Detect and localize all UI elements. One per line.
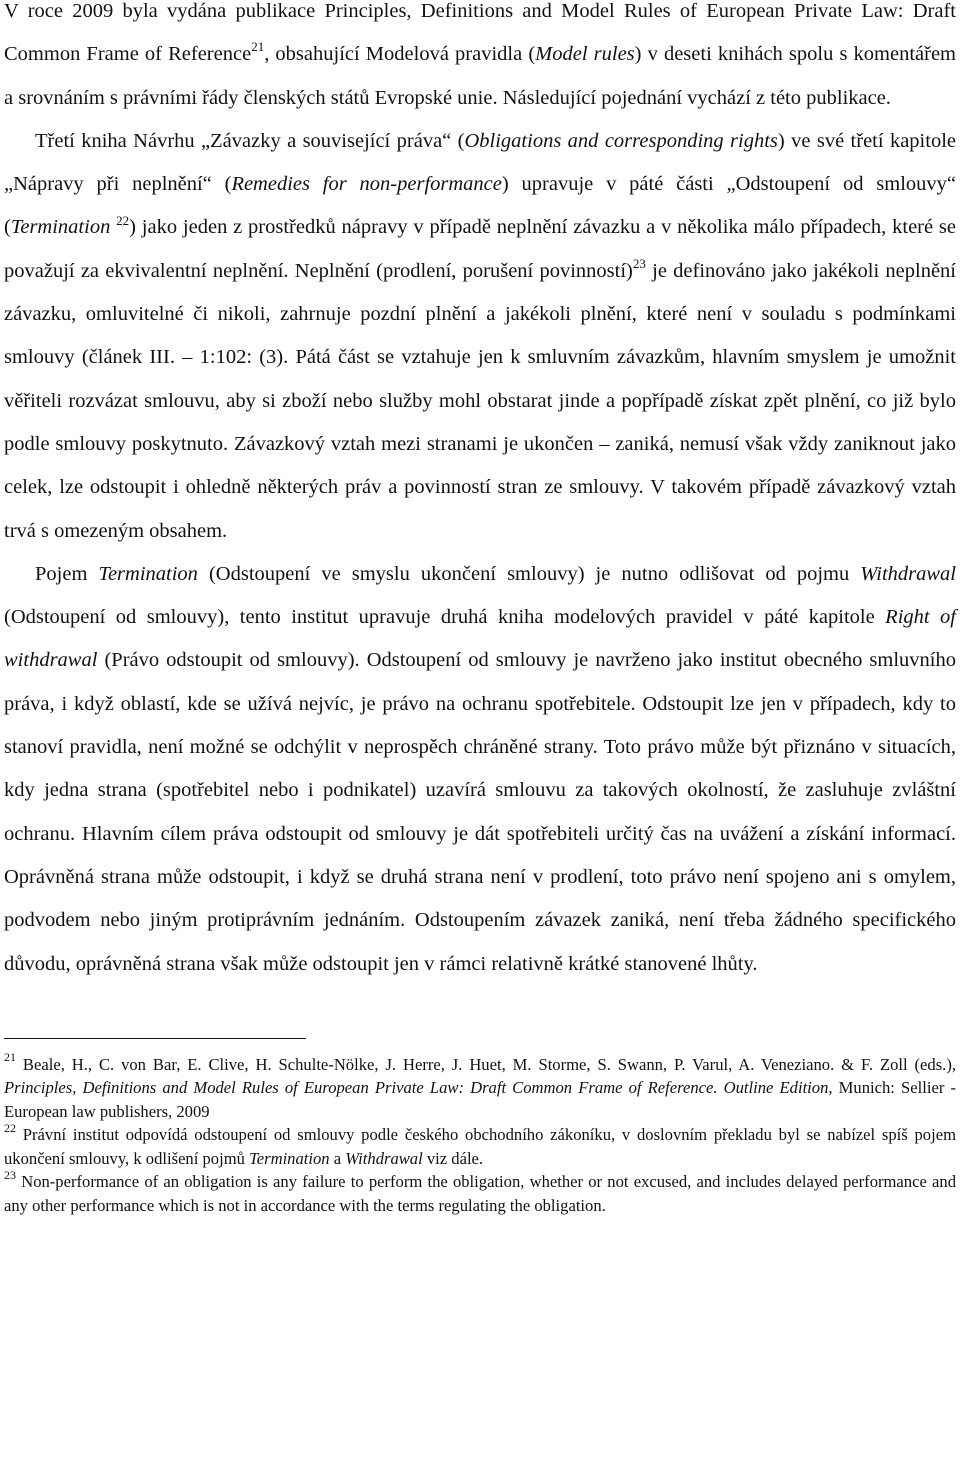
italic-term: Remedies for non-performance [231,173,502,196]
text-run: ) ve své třetí kapitole „Nápravy při neplnění“ ( [4,129,956,196]
footnote-number: 21 [4,1050,16,1065]
body-text [4,0,956,986]
footnote-separator [4,1038,306,1039]
italic-term: Obligations and corresponding rights [464,129,778,152]
footnote-23 [4,1167,956,1217]
paragraph-3 [4,553,956,986]
text-run: (Právo odstoupit od smlouvy). Odstoupení od smlouvy je navrženo jako institut obecného smluvního práva, i když oblastí, kde se užívá nejvíc, je právo na ochranu spotřebitele. Odstoupit lze jen v případech, kdy to stanoví pravidla, není možné se odchýlit v neprospěch chráněné strany. Toto právo může být přiznáno v situacích, kdy jedna strana (spotřebitel nebo i podnikatel) uzavírá smlouvu za takových okolností, že zasluhuje zvláštní ochranu. Hlavním cílem práva odstoupit od smlouvy je dát spotřebiteli určitý čas na uvážení a získání informací. Oprávněná strana může odstoupit, i když se druhá strana není v prodlení, toto právo není spojeno ani s omylem, podvodem nebo jiným protiprávním jednáním. Odstoupením závazek zaniká, není třeba žádného specifického důvodu, oprávněná strana však může odstoupit jen v rámci relativně krátké stanovené lhůty. [4,649,956,975]
footnote-ref-21[interactable]: 21 [251,39,265,55]
text-run: ) upravuje v páté části „Odstoupení od smlouvy“ ( [4,173,956,239]
text-run: je definováno jako jakékoli neplnění závazku, omluvitelné či nikoli, zahrnuje pozdní plnění a jakékoli plnění, které není v souladu s podmínkami smlouvy (článek III. – 1:102: (3). Pátá část se vztahuje jen k smluvním závazkům, hlavním smyslem je umožnit věřiteli rozvázat smlouvu, aby si zboží nebo služby mohl obstarat jinde a popřípadě získat zpět plnění, co již bylo podle smlouvy poskytnuto. Závazkový vztah mezi stranami je ukončen – zaniká, nemusí však vždy zaniknout jako celek, lze odstoupit i ohledně některých práv a povinností stran ze smlouvy. V takovém případě závazkový vztah trvá s omezeným obsahem. [4,259,957,542]
text-run: a [329,1148,346,1168]
footnote-21 [4,1050,956,1124]
text-run: Non-performance of an obligation is any failure to perform the obligation, whether or not excused, and includes delayed performance and any other performance which is not in accordance with the terms regulating the obligation. [4,1172,956,1215]
text-run: (Odstoupení od smlouvy), tento institut upravuje druhá kniha modelových pravidel v páté kapitole [4,606,886,629]
text-run: Právní institut odpovídá odstoupení od smlouvy podle českého obchodního zákoníku, v doslovním překladu byl se nabízel spíš pojem ukončení smlouvy, k odlišení pojmů [4,1125,956,1168]
paragraph-1 [4,0,956,120]
footnotes [4,1050,956,1218]
text-run: ) jako jeden z prostředků nápravy v případě neplnění závazku a v několika málo případech, které se považují za ekvivalentní neplnění. Neplnění (prodlení, porušení povinností) [4,216,957,282]
italic-term: Termination [10,216,111,239]
footnote-ref-23[interactable]: 23 [632,255,646,271]
text-run: ) v deseti knihách spolu s komentářem a srovnáním s právními řády členských států Evropské unie. Následující pojednání vychází z této publikace. [4,43,956,109]
text-run: (Odstoupení ve smyslu ukončení smlouvy) je nutno odlišovat od pojmu [197,562,861,585]
text-run: Třetí kniha Návrhu „Závazky a související práva“ ( [35,129,465,152]
italic-term: Principles, Definitions and Model Rules of European Private Law: Draft Common Frame of Reference. Outline Edition [4,1078,829,1098]
italic-term: Withdrawal [860,562,956,585]
italic-term: Model rules [535,43,635,66]
italic-term: Withdrawal [345,1148,423,1168]
paragraph-2 [4,120,956,553]
italic-term: Right of withdrawal [4,606,956,672]
text-run: V roce 2009 byla vydána publikace Principles, Definitions and Model Rules of European Private Law: Draft Common Frame of Reference [4,0,956,66]
text-run: , Munich: Sellier - European law publishers, 2009 [4,1078,956,1121]
footnote-ref-22[interactable]: 22 [116,212,130,228]
footnote-number: 23 [4,1167,16,1182]
italic-term: Termination [98,562,198,585]
text-run: viz dále. [422,1148,484,1168]
text-run: Pojem [35,562,99,585]
footnote-number: 22 [4,1120,16,1135]
text-run: Beale, H., C. von Bar, E. Clive, H. Schulte-Nölke, J. Herre, J. Huet, M. Storme, S. Swann, P. Varul, A. Veneziano. & F. Zoll (eds.), [16,1054,956,1074]
text-run: , obsahující Modelová pravidla ( [264,43,536,66]
italic-term: Termination [249,1148,330,1168]
footnote-22 [4,1120,956,1170]
